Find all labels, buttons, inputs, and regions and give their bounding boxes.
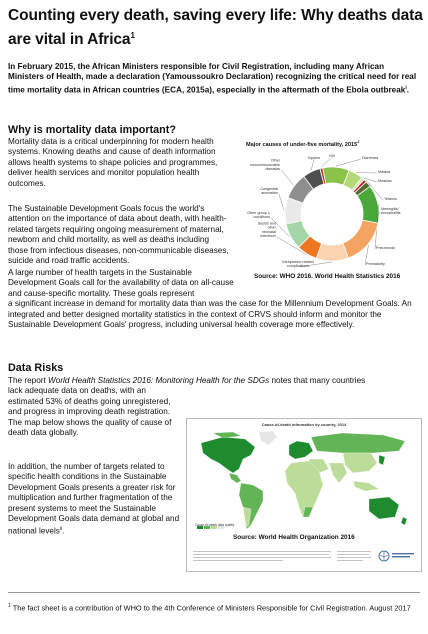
footnote: $^1$ The fact sheet is a contribution of WHO to the 4th Conference of Ministers Responsible for Civil Registration. August 2017 (8, 603, 411, 613)
pie-label: Meningitis/ encephalitis (381, 206, 401, 215)
intro-paragraph: In February 2015, the African Ministers responsible for Civil Registration, including many African Ministers of Health, made a declaration (Yamoussoukro Declaration) recognizing the critical need for real time mortality data in African countries (ECA, 2015a), especially in the aftermath of the Ebola outbreak$^i$. (8, 62, 417, 95)
pie-label: Sepsis and other neonatal infections (257, 221, 276, 238)
section-heading-data-risks: Data Risks (8, 362, 64, 374)
map-region (311, 433, 405, 453)
mortality-paragraph-2: The Sustainable Development Goals focus the world's attention on the importance of data about death, with health-related targets requiring ongoing measurement of maternal, newborn and child mortality, as well as deaths including those from infectious diseases, non-communicable diseases, suicide and road traffic accidents. (8, 204, 229, 266)
map-region (239, 483, 263, 529)
pie-leader-line (336, 159, 361, 166)
data-risks-paragraph-1: The report World Health Statistics 2016: Monitoring Health for the SDGs notes that many countries lack adequate data on deaths, with an estimated 53% of deaths going unregistered, and progress in improving death registration. The map below shows the quality of cause of death data globally. (8, 376, 366, 438)
page-title: Counting every death, saving every life: Why deaths data are vital in Africa$^1$ (8, 7, 423, 49)
map-region (401, 517, 407, 525)
section-heading-mortality: Why is mortality data important? (8, 124, 176, 136)
footnote-divider (8, 592, 420, 593)
pie-leader-line (311, 159, 314, 171)
pie-label: Diarrhoea (362, 156, 379, 160)
map-title: Cause-of-death information by country, 2014 (261, 422, 347, 427)
pie-label: Prematurity (366, 262, 385, 266)
pie-label: Injuries (308, 156, 320, 160)
under-five-mortality-donut-chart (228, 150, 426, 274)
pie-leader-line (321, 157, 332, 167)
pie-label: Pneumonia (376, 246, 395, 250)
map-region (379, 455, 385, 465)
pie-label: HIV (328, 154, 336, 158)
mortality-paragraph-1: Mortality data is a critical underpinning for modern health systems. Knowing deaths and cause of death information allows health systems to shape policies and programmes, deliver health services and monitor population health outcomes. (8, 137, 218, 188)
pie-label: Other group 1 conditions (247, 210, 270, 219)
map-region (289, 441, 313, 459)
map-region (229, 473, 241, 483)
pie-label: Intrapartum-related complications (282, 259, 314, 268)
map-region (259, 431, 277, 445)
pie-label: Malaria (378, 170, 391, 174)
map-countries (197, 431, 407, 529)
map-region (329, 463, 347, 483)
map-legend-label: Cause-of-death data quality (195, 523, 235, 527)
pie-label: Tetanus (384, 197, 397, 201)
data-risks-paragraph-2: In addition, the number of targets related to specific health conditions in the Sustainable Development Goals presents a greater risk for multiplication and further fragmentation of the present systems to meet the Sustainable Development Goals data demand at global and national levels$^{ii}$. (8, 462, 180, 537)
world-map-figure (186, 418, 422, 572)
map-region (213, 432, 241, 438)
mortality-paragraph-3: A large number of health targets in the Sustainable Development Goals call for the availability of data on all-cause and cause-specific mortality. These goals represent a significant increase in demand for mortality data than was the case for the Millennium Development Goals. An integrated and better designed mortality statistics in the context of CRVS should inform and monitor the Sustainable Development Goals' progress, including universal health coverage more effectively. (8, 268, 412, 330)
map-region (343, 453, 377, 473)
pie-label: Congenital anomalies (260, 186, 278, 195)
map-region (201, 437, 255, 473)
map-disclaimer-text (193, 550, 333, 564)
pie-slice (343, 220, 378, 258)
map-region (285, 461, 323, 517)
pie-label: Measles (378, 179, 392, 183)
pie-leader-line (281, 170, 294, 185)
pie-leader-line (279, 194, 284, 211)
map-region (353, 481, 379, 491)
pie-chart-title: Major causes of under-five mortality, 2015$^2$ (246, 139, 360, 148)
map-source: Source: World Health Organization 2016 (233, 534, 355, 541)
pie-label: Other noncommunicable diseases (250, 158, 280, 171)
map-region (369, 497, 399, 519)
pie-chart-source: Source: WHO 2016. World Health Statistics 2016 (254, 273, 401, 280)
who-logo-icon (337, 549, 417, 565)
